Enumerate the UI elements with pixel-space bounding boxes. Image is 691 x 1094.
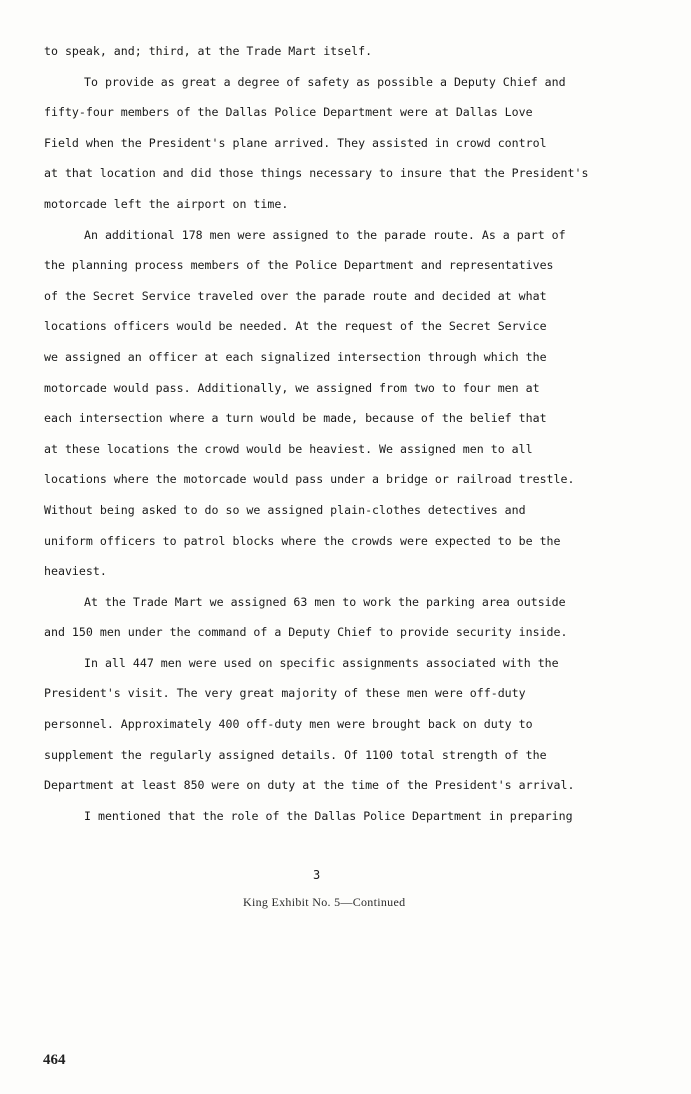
text-line: the planning process members of the Police Department and representatives [44,258,554,273]
text-line: In all 447 men were used on specific assignments associated with the [84,655,559,670]
text-line: at that location and did those things necessary to insure that the President's [44,166,589,181]
text-line: personnel. Approximately 400 off-duty men were brought back on duty to [44,717,533,732]
text-line: locations where the motorcade would pass under a bridge or railroad trestle. [44,472,575,487]
folio-number: 464 [43,1052,66,1068]
text-line: and 150 men under the command of a Deputy Chief to provide security inside. [44,625,568,640]
text-line: At the Trade Mart we assigned 63 men to work the parking area outside [84,594,566,609]
page-number: 3 [313,868,321,882]
exhibit-caption: King Exhibit No. 5—Continued [243,895,406,909]
text-line: motorcade would pass. Additionally, we assigned from two to four men at [44,380,540,395]
text-line: motorcade left the airport on time. [44,196,289,211]
text-line: to speak, and; third, at the Trade Mart itself. [44,44,373,58]
text-line: we assigned an officer at each signalized intersection through which the [44,349,547,364]
text-line: Without being asked to do so we assigned plain-clothes detectives and [44,502,526,517]
text-line: President's visit. The very great majority of these men were off-duty [44,686,526,701]
text-line: locations officers would be needed. At the request of the Secret Service [44,319,547,334]
text-line: fifty-four members of the Dallas Police Department were at Dallas Love [44,105,533,120]
text-line: heaviest. [44,564,107,579]
text-line: To provide as great a degree of safety as possible a Deputy Chief and [84,74,566,89]
text-line: each intersection where a turn would be made, because of the belief that [44,411,547,426]
text-line: An additional 178 men were assigned to the parade route. As a part of [84,227,566,242]
typed-body [44,36,644,831]
text-line: at these locations the crowd would be heaviest. We assigned men to all [44,441,533,456]
text-line: uniform officers to patrol blocks where the crowds were expected to be the [44,533,561,548]
text-line: Field when the President's plane arrived. They assisted in crowd control [44,135,547,150]
text-line: Department at least 850 were on duty at the time of the President's arrival. [44,778,575,793]
text-line: supplement the regularly assigned details. Of 1100 total strength of the [44,747,547,762]
text-line: I mentioned that the role of the Dallas Police Department in preparing [84,808,573,823]
text-line: of the Secret Service traveled over the parade route and decided at what [44,288,547,303]
